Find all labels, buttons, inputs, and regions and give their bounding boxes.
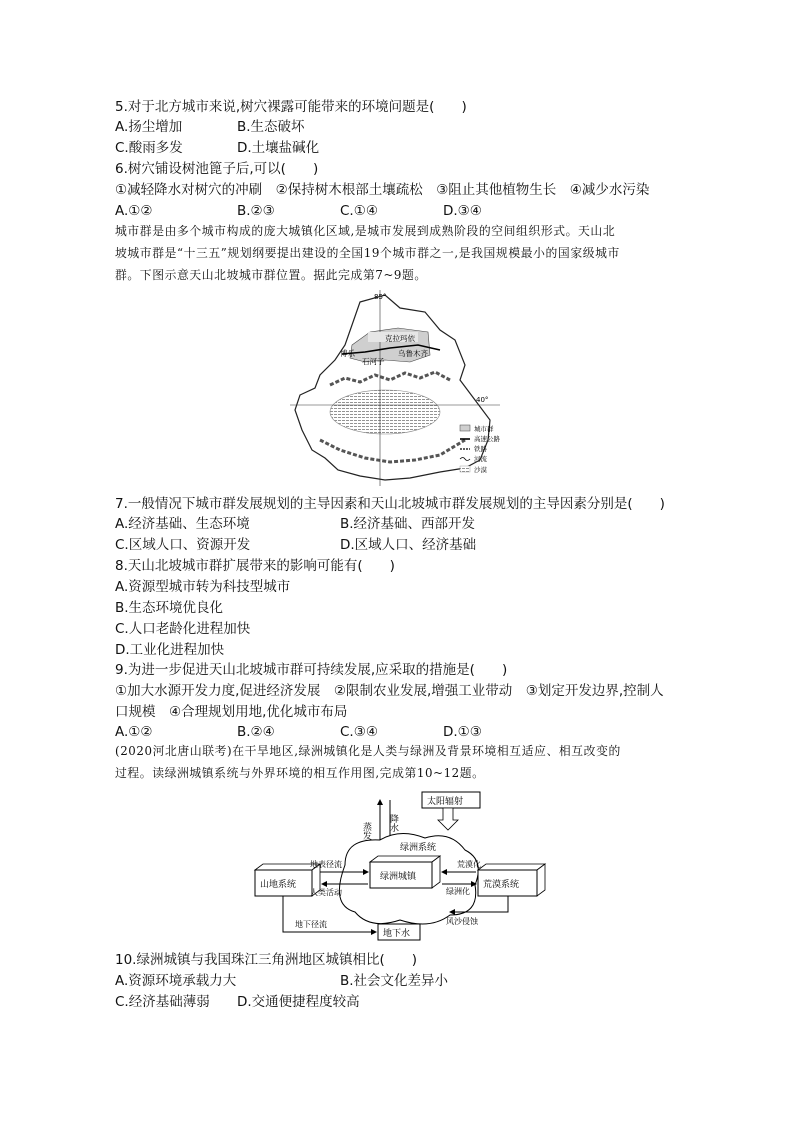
q5-option-d: D.土壤盐碱化 [237,140,320,156]
q5-stem: 5.对于北方城市来说,树穴裸露可能带来的环境问题是( ) [115,99,467,115]
solar-label: 太阳辐射 [427,797,464,807]
q8-option-a: A.资源型城市转为科技型城市 [115,579,291,595]
q7-option-d: D.区域人口、经济基础 [340,537,477,553]
city-bole: 博乐 [340,349,355,358]
q9-items-line1: ①加大水源开发力度,促进经济发展 ②限制农业发展,增强工业带动 ③划定开发边界,控制人 [115,683,664,699]
desert-area [330,390,440,434]
legend-highway: 高速公路 [474,435,500,443]
oasis-town-label: 绿洲城镇 [380,872,417,882]
q10-option-c: C.经济基础薄弱 [115,994,210,1010]
passage1-line2: 坡城市群是“十三五”规划纲要提出建设的全国19个城市群之一,是我国规模最小的国家级城市 [115,246,620,260]
wind-erosion-label: 风沙侵蚀 [446,917,478,926]
region-outline [295,295,490,480]
latitude-label: 40° [476,396,489,404]
legend-city-cluster: 城市群 [474,425,494,433]
q9-option-d: D.①③ [443,724,482,740]
q10-stem: 10.绿洲城镇与我国珠江三角洲地区城镇相比( ) [115,952,418,968]
tianshan-map [290,290,500,486]
solar-arrow [438,808,458,830]
q10-option-b: B.社会文化差异小 [340,973,449,989]
passage1-line3: 群。下图示意天山北坡城市群位置。据此完成第7~9题。 [115,268,427,282]
q7-option-c: C.区域人口、资源开发 [115,537,251,553]
groundwater-label: 地下水 [383,929,411,939]
legend-desert: 沙漠 [474,466,487,474]
q8-stem: 8.天山北坡城市群扩展带来的影响可能有( ) [115,558,395,574]
legend-railway: 铁路 [474,445,487,453]
q8-option-d: D.工业化进程加快 [115,642,225,658]
q7-stem: 7.一般情况下城市群发展规划的主导因素和天山北坡城市群发展规划的主导因素分别是( ) [115,496,665,512]
q6-items: ①减轻降水对树穴的冲刷 ②保持树木根部土壤疏松 ③阻止其他植物生长 ④减少水污染 [115,182,650,198]
underground-runoff-label: 地下径流 [295,920,327,929]
q8-option-b: B.生态环境优良化 [115,600,224,616]
q6-option-b: B.②③ [237,203,275,219]
passage-oasis [115,740,681,784]
q9-items-line2: 口规模 ④合理规划用地,优化城市布局 [115,704,348,720]
q7-option-a: A.经济基础、生态环境 [115,516,250,532]
city-urumqi: 乌鲁木齐 [398,349,428,358]
surface-runoff-label: 地表径流 [310,860,342,869]
desert-label: 荒漠系统 [483,880,520,890]
q7-option-b: B.经济基础、西部开发 [340,516,476,532]
legend-river: 河流 [474,455,487,463]
q9-option-a: A.①② [115,724,153,740]
evap-label: 蒸发 [361,822,371,840]
passage1-line1: 城市群是由多个城市构成的庞大城镇化区域,是城市发展到成熟阶段的空间组织形式。天山北 [115,224,616,238]
passage2-line1: (2020河北唐山联考)在干旱地区,绿洲城镇化是人类与绿洲及背景环境相互适应、相互改变的 [115,744,621,758]
q5-option-b: B.生态破坏 [237,119,305,135]
q5-option-c: C.酸雨多发 [115,140,183,156]
q9-option-b: B.②④ [237,724,275,740]
q9-option-c: C.③④ [340,724,378,740]
longitude-label: 85° [374,293,387,301]
desertification-label: 荒漠化 [457,860,481,869]
q5-option-a: A.扬尘增加 [115,119,183,135]
city-karamay: 克拉玛依 [385,334,415,343]
q8-option-c: C.人口老龄化进程加快 [115,621,251,637]
precip-label: 降水 [388,814,398,832]
q9-stem: 9.为进一步促进天山北坡城市群可持续发展,应采取的措施是( ) [115,662,508,678]
q6-option-c: C.①④ [340,203,378,219]
city-shihezi: 石河子 [362,357,385,366]
oasis-diagram [250,790,550,945]
passage-city-cluster [115,220,681,286]
q10-option-a: A.资源环境承载力大 [115,973,237,989]
q6-option-d: D.③④ [443,203,482,219]
passage2-line2: 过程。读绿洲城镇系统与外界环境的相互作用图,完成第10~12题。 [115,766,485,780]
mountain-label: 山地系统 [260,880,297,890]
q6-stem: 6.树穴铺设树池篦子后,可以( ) [115,161,319,177]
q6-option-a: A.①② [115,203,153,219]
oasis-system-label: 绿洲系统 [400,843,437,853]
oasisification-label: 绿洲化 [446,887,470,896]
human-activity-label: 人类活动 [310,888,342,897]
q10-option-d: D.交通便捷程度较高 [237,994,360,1010]
